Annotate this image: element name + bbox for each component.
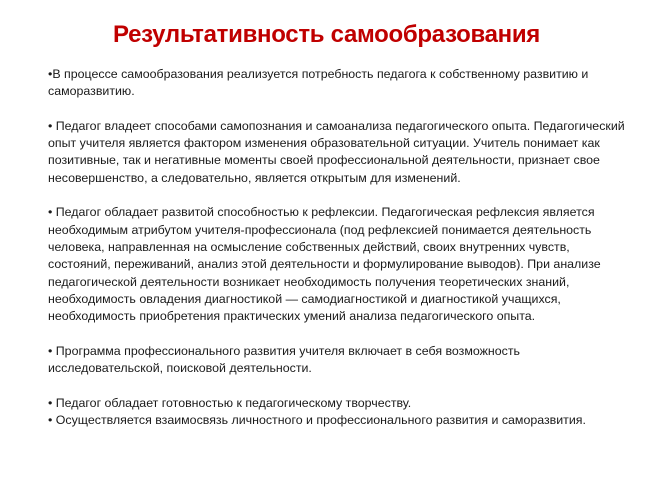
bullet-paragraph-1: •В процессе самообразования реализуется потребность педагога к собственному развитию и саморазвитию. [48, 67, 589, 99]
bullet-paragraph-6: • Осуществляется взаимосвязь личностного и профессионального развития и саморазвития. [48, 412, 586, 427]
bullet-paragraph-5: • Педагог обладает готовностью к педагогическому творчеству. [48, 395, 412, 410]
bullet-paragraph-4: • Программа профессионального развития учителя включает в себя возможность исследовательской, поисковой деятельности. [48, 343, 520, 376]
slide-title: Результативность самообразования [112, 21, 541, 48]
bullet-paragraph-3: • Педагог обладает развитой способностью к рефлексии. Педагогическая рефлексия является необходимым атрибутом учителя-профессионала (под рефлексией понимается деятельность человека, направленная на осмысление собственных действий, своих внутренних чувств, состояний, переживаний, анализ этой деятельности и формулирование выводов). При анализе педагогической деятельности возникает необходимость получения теоретических знаний, необходимость овладения диагностикой — самодиагностикой и диагностикой учащихся, необходимость приобретения практических умений анализа педагогического опыта. [48, 205, 601, 324]
bullet-paragraph-2: • Педагог владеет способами самопознания и самоанализа педагогического опыта. Педагогический опыт учителя является фактором изменения образовательной ситуации. Учитель понимает как позитивные, так и негативные моменты своей профессиональной деятельности, признает свое несовершенство, а следовательно, является открытым для изменений. [48, 118, 625, 185]
